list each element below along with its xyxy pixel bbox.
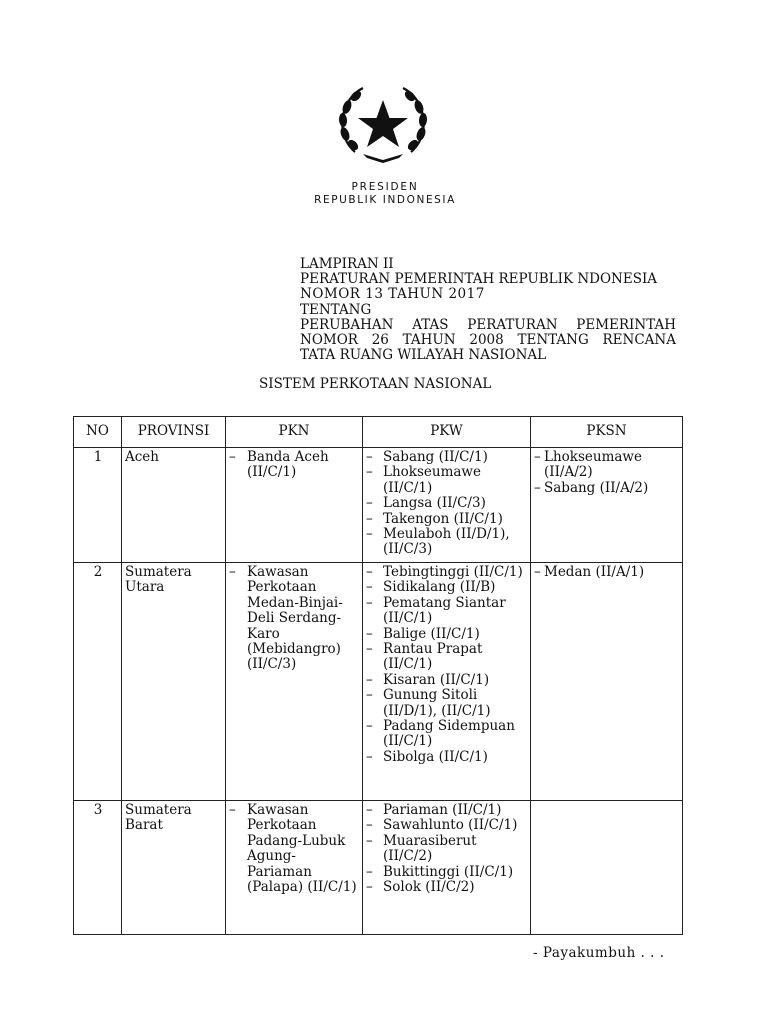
section-title: SISTEM PERKOTAAN NASIONAL	[259, 376, 492, 392]
city-entry: Kawasan Perkotaan Medan-Binjai-Deli Serdang-Karo (Mebidangro) (II/C/3)	[247, 564, 343, 673]
dash-marker: –	[366, 802, 373, 818]
city-entry: Lhokseumawe (II/C/1)	[383, 464, 481, 496]
document-header	[300, 257, 676, 363]
list-item	[366, 803, 528, 818]
header-line: PERATURAN PEMERINTAH REPUBLIK NDONESIA	[300, 271, 658, 288]
garuda-emblem-icon	[333, 82, 433, 164]
dash-marker: –	[366, 526, 373, 543]
city-entry: Medan (II/A/1)	[544, 564, 645, 580]
dash-marker: –	[229, 802, 236, 818]
city-entry: Padang Sidempuan (II/C/1)	[383, 718, 515, 750]
list-item	[366, 512, 528, 527]
dash-marker: –	[534, 479, 541, 496]
list-item	[366, 527, 528, 558]
cell-no: 2	[74, 563, 122, 801]
cell-provinsi: Sumatera Utara	[122, 563, 226, 801]
list-item	[366, 465, 528, 496]
list-item	[534, 450, 680, 481]
dash-marker: –	[229, 564, 236, 580]
list-item	[366, 719, 528, 750]
city-entry: Sidikalang (II/B)	[383, 579, 496, 596]
city-entry: Meulaboh (II/D/1), (II/C/3)	[383, 526, 510, 558]
city-list	[366, 450, 528, 558]
city-list	[366, 803, 528, 895]
city-entry: Kisaran (II/C/1)	[383, 671, 490, 688]
city-entry: Takengon (II/C/1)	[383, 510, 503, 527]
cell-no: 1	[74, 448, 122, 563]
city-entry: Lhokseumawe (II/A/2)	[544, 449, 642, 481]
city-entry: Sawahlunto (II/C/1)	[383, 817, 518, 834]
dash-marker: –	[366, 641, 373, 658]
city-entry: Rantau Prapat (II/C/1)	[383, 641, 483, 673]
list-item	[534, 481, 680, 496]
cell-pksn	[531, 801, 683, 935]
header-line: LAMPIRAN II	[300, 256, 394, 272]
city-list	[534, 450, 680, 496]
city-entry: Tebingtinggi (II/C/1)	[383, 564, 523, 580]
city-entry: Gunung Sitoli (II/D/1), (II/C/1)	[383, 687, 491, 719]
cell-pksn	[531, 448, 683, 563]
header-line: TATA RUANG WILAYAH NASIONAL	[300, 347, 547, 364]
dash-marker: –	[366, 879, 373, 896]
list-item	[366, 688, 528, 719]
city-entry: Muarasiberut (II/C/2)	[383, 832, 477, 865]
city-entry: Sibolga (II/C/1)	[383, 748, 488, 765]
list-item	[366, 818, 528, 833]
city-list	[229, 565, 360, 673]
letterhead-line-1: PRESIDEN	[351, 181, 419, 193]
city-entry: Langsa (II/C/3)	[383, 495, 486, 512]
city-entry: Sabang (II/C/1)	[383, 449, 488, 465]
dash-marker: –	[534, 449, 541, 465]
dash-marker: –	[534, 564, 541, 580]
city-system-table	[73, 416, 683, 935]
city-entry: Banda Aceh (II/C/1)	[247, 449, 329, 481]
cell-pkn	[226, 563, 363, 801]
cell-pkw	[363, 563, 531, 801]
dash-marker: –	[366, 594, 373, 611]
dash-marker: –	[366, 748, 373, 765]
cell-no: 3	[74, 801, 122, 935]
city-entry: Pariaman (II/C/1)	[383, 802, 502, 818]
list-item	[366, 496, 528, 511]
city-list	[229, 803, 360, 895]
table-row	[74, 563, 683, 801]
header-line: TENTANG	[300, 301, 372, 318]
list-item	[366, 834, 528, 865]
list-item	[366, 596, 528, 627]
cell-provinsi: Sumatera Barat	[122, 801, 226, 935]
header-no: NO	[74, 417, 122, 448]
cell-pkn	[226, 801, 363, 935]
dash-marker: –	[366, 449, 373, 465]
cell-pkw	[363, 448, 531, 563]
dash-marker: –	[366, 718, 373, 735]
city-entry: Sabang (II/A/2)	[544, 479, 649, 496]
dash-marker: –	[366, 495, 373, 512]
list-item	[534, 565, 680, 580]
dash-marker: –	[366, 687, 373, 704]
list-item	[229, 450, 360, 481]
list-item	[366, 565, 528, 580]
cell-pksn	[531, 563, 683, 801]
table-header-row	[74, 417, 683, 448]
list-item	[366, 880, 528, 895]
list-item	[366, 865, 528, 880]
city-entry: Bukittinggi (II/C/1)	[383, 863, 514, 880]
city-entry: Balige (II/C/1)	[383, 625, 480, 642]
dash-marker: –	[366, 464, 373, 481]
list-item	[229, 565, 360, 673]
header-provinsi: PROVINSI	[122, 417, 226, 448]
header-pksn: PKSN	[531, 417, 683, 448]
header-pkn: PKN	[226, 417, 363, 448]
dash-marker: –	[366, 832, 373, 849]
table-row	[74, 801, 683, 935]
list-item	[366, 673, 528, 688]
dash-marker: –	[366, 863, 373, 880]
header-line: PERUBAHAN ATAS PERATURAN PEMERINTAH	[300, 316, 676, 333]
dash-marker: –	[229, 449, 236, 465]
continuation-note: - Payakumbuh . . .	[533, 945, 665, 961]
dash-marker: –	[366, 625, 373, 642]
list-item	[366, 750, 528, 765]
city-list	[229, 450, 360, 481]
cell-provinsi: Aceh	[122, 448, 226, 563]
city-entry: Pematang Siantar (II/C/1)	[383, 594, 506, 627]
cell-pkw	[363, 801, 531, 935]
list-item	[229, 803, 360, 895]
list-item	[366, 580, 528, 595]
header-line: NOMOR 26 TAHUN 2008 TENTANG RENCANA	[300, 332, 676, 349]
list-item	[366, 450, 528, 465]
city-entry: Kawasan Perkotaan Padang-Lubuk Agung-Pariaman (Palapa) (II/C/1)	[247, 802, 357, 896]
header-pkw: PKW	[363, 417, 531, 448]
dash-marker: –	[366, 510, 373, 527]
header-line: NOMOR 13 TAHUN 2017	[300, 286, 485, 303]
city-list	[534, 565, 680, 580]
dash-marker: –	[366, 817, 373, 834]
dash-marker: –	[366, 671, 373, 688]
city-entry: Solok (II/C/2)	[383, 879, 475, 896]
list-item	[366, 627, 528, 642]
dash-marker: –	[366, 564, 373, 580]
table-row	[74, 448, 683, 563]
letterhead-line-2: REPUBLIK INDONESIA	[314, 194, 456, 206]
list-item	[366, 642, 528, 673]
dash-marker: –	[366, 579, 373, 596]
city-list	[366, 565, 528, 765]
cell-pkn	[226, 448, 363, 563]
